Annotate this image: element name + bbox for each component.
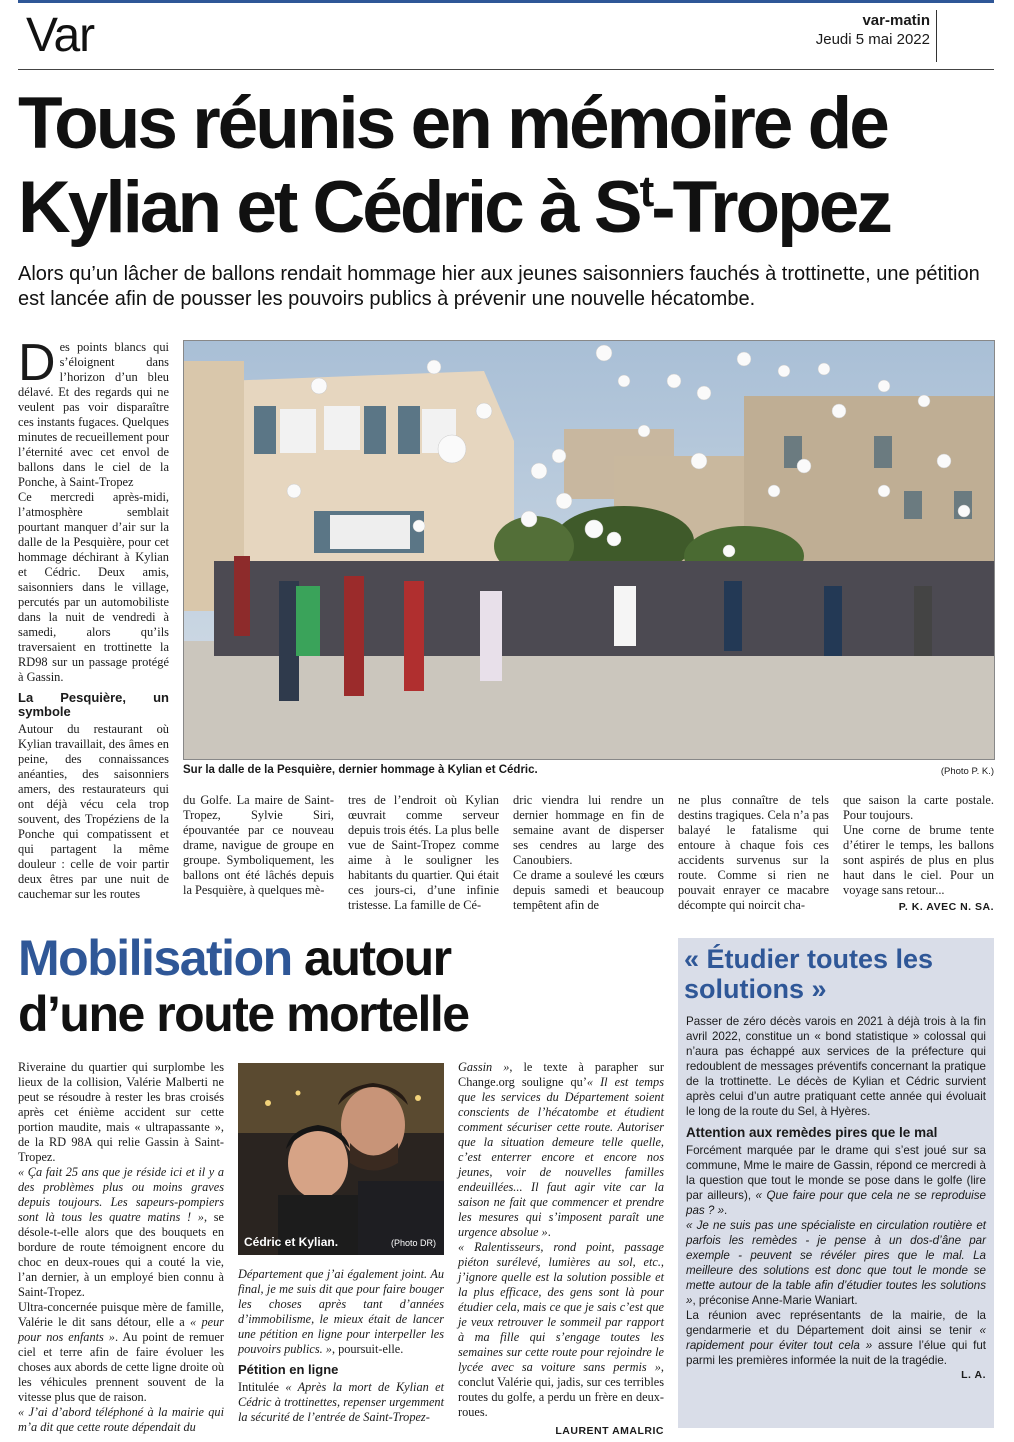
photo-caption: Sur la dalle de la Pesquière, dernier hommage à Kylian et Cédric. (183, 764, 538, 776)
main-headline: Tous réunis en mémoire de Kylian et Cédric à $S^t$-Tropez (18, 83, 890, 248)
article1-subhead: La Pesquière, un symbole (18, 690, 169, 719)
article2-column-2: Département que j’ai également joint. Au final, je me suis dit que pour faire bouger les choses après tant d’années d’immobilisme, le mieux était de lancer une pétition en ligne pour interpeller les pouvoirs publics. », poursuit-elle. Pétition en ligne Intitulée « Après la mort de Kylian et Cédric à trottinettes, repenser urgemment la sécurité de l’entrée de Saint-Tropez- (238, 1267, 444, 1424)
article1-column-4: dric viendra lui rendre un dernier hommage en fin de semaine avant de disperser ses cendres au large des Canoubiers. Ce drame a soulevé les cœurs depuis samedi et beaucoup tempêtent afin de (513, 793, 664, 912)
masthead (816, 12, 930, 48)
top-accent-line (18, 0, 994, 3)
header-rule (18, 69, 994, 70)
standfirst: Alors qu’un lâcher de ballons rendait hommage hier aux jeunes saisonniers fauchés à trottinette, une pétition est lancée afin de pousser les pouvoirs publics à prévenir une nouvelle hécatombe. (18, 263, 980, 310)
article1-column-6: que saison la carte postale. Pour toujours. Une corne de brume tente d’étirer le temps, les ballons sont aspirés de plus en plus haut dans le ciel. Pour un voyage sans retour... P. K. AVEC N. SA. (843, 793, 994, 913)
ballon-release-photo (183, 340, 995, 760)
sidebar-title: « Étudier toutes les solutions » (684, 944, 934, 1004)
article2-signature: LAURENT AMALRIC (555, 1425, 664, 1437)
dropcap: D (18, 334, 56, 392)
sidebar-subhead: Attention aux remèdes pires que le mal (686, 1125, 938, 1140)
article2-column-1: Riveraine du quartier qui surplombe les lieux de la collision, Valérie Malberti ne peut se résoudre à rester les bras croisés après cet énième accident sur cette portion maudite, mais « ultrapassante », de la RD 98A qui relie Gassin à Saint-Tropez. « Ça fait 25 ans que je réside ici et il y a des problèmes plus ou moins graves depuis toujours. Les sapeurs-pompiers sont là tous les quatre matins ! », se désole-t-elle alors que des bouquets en bordure de route témoignent encore du choc en deux-roues qui a couté la vie, l’an dernier, à un employé bien connu à Saint-Tropez. Ultra-concernée puisque mère de famille, Valérie le dit sans détour, elle a « peur pour nos enfants ». Au point de remuer ciel et terre afin de faire évoluer les choses aux abords de cette ligne droite où les véhicules prennent souvent de la vitesse plus que de raison. « J’ai d’abord téléphoné à la mairie qui m’a dit que cette route dépendait du (18, 1060, 225, 1434)
section-title: Var (26, 9, 95, 62)
article1-column-1: Des points blancs qui s’éloignent dans l’horizon d’un bleu délavé. Et des regards qui ne veulent pas voir disparaître ces instants fugaces. Quelques minutes de recueillement pour l’éternité avec cet envol de ballons dans le ciel de la Ponche, à Saint-Tropez Ce mercredi après-midi, l’atmosphère semblait pourtant manquer d’air sur la dalle de la Pesquière, pour cet hommage déchirant à Kylian et Cédric. Deux amis, saisonniers dans le village, percutés par un automobiliste dans la nuit de vendredi à samedi, alors qu’ils traversaient en trottinette la RD98 sur un passage protégé à Gassin. La Pesquière, un symbole Autour du restaurant où Kylian travaillait, des âmes en peine, des connaissances anéanties, des saisonniers amers, des restaurateurs qui ont déjà vécu cela trop souvent, des Tropéziens de la Ponche qui compatissent et qui partagent la même douleur : celle de voir partir deux êtres par une nuit de cauchemar sur les routes (18, 334, 169, 901)
article1-column-3: tres de l’endroit où Kylian œuvrait comme serveur depuis trois étés. La plus belle vue de Saint-Tropez comme aime à le souligner les habitants du quartier. Qui était ces jours-ci, d’une infinie tristesse. La famille de Cé- (348, 793, 499, 912)
sidebar-body: Passer de zéro décès varois en 2021 à déjà trois à la fin avril 2022, constitue un « bond statistique » colossal qui n’aura pas échappé aux services de la préfecture qui redoublent de messages préventifs concernant la pratique de la trottinette. Le décès de Kylian et Cédric survient après celui d’un autre pratiquant cette année qui évoluait le long de la route du Sel, à Hyères. Attention aux remèdes pires que le mal Forcément marquée par le drame qui s’est joué sur sa commune, Mme le maire de Gassin, répond ce mercredi à la question que tout le monde se pose dans le golfe (lire par ailleurs), « Que faire pour que cela ne se reproduise pas ? ». « Je ne suis pas une spécialiste en circulation routière et parfois les remèdes - je pense à un dos-d’âne par exemple - peuvent se révéler pires que le mal. La meilleure des solutions est donc que tout le monde se mette autour de la table afin d’étudier toutes les solutions », préconise Anne-Marie Waniart. La réunion avec représentants de la mairie, de la gendarmerie et du Département doit ainsi se tenir « rapidement pour éviter tout cela » assure l’élue qui fut parmi les premières informée la nuit de la tragédie. L. A. (686, 1015, 986, 1381)
photo-credit-2: (Photo DR) (390, 1238, 436, 1248)
article1-column-5: ne plus connaître de tels destins tragiques. Cela n’a pas balayé le fatalisme qui entoure à chaque fois ces accidents survenus sur la route. Comme si rien ne pouvait enrayer ce macabre décompte qui noircit cha- (678, 793, 829, 912)
article2-subhead: Pétition en ligne (238, 1362, 339, 1377)
article1-column-2: du Golfe. La maire de Saint-Tropez, Sylvie Siri, épouvantée par ce nouveau drame, navigue de groupe en groupe. Symboliquement, les ballons ont été lâchés depuis la Pesquière, à quelques mè- (183, 793, 334, 897)
sidebar-box (678, 938, 994, 1428)
victims-photo (238, 1063, 444, 1255)
portrait-photo-illustration (238, 1063, 444, 1255)
article1-signature: P. K. AVEC N. SA. (898, 901, 994, 913)
photo-caption-2: Cédric et Kylian. (244, 1235, 339, 1249)
masthead-divider (936, 10, 937, 62)
sidebar-signature: L. A. (961, 1369, 986, 1381)
article2-headline: Mobilisation autour d’une route mortelle (18, 930, 469, 1042)
photo-credit: (Photo P. K.) (940, 766, 994, 777)
publication-date: Jeudi 5 mai 2022 (815, 31, 930, 48)
crowd-photo-illustration (184, 341, 995, 760)
article2-column-3: Gassin », le texte à parapher sur Change.org souligne qu’« Il est temps que les services du Département soient conscients de l’hécatombe et étudient comment sécuriser cette route. Autoriser que la situation demeure telle quelle, c’est enterrer encore et encore nos jeunes, voir de nouvelles familles endeuillées... Il faut agir vite car la saison ne fait que commencer et prendre les mesures qui s’imposent paraît une urgence absolue ». « Ralentisseurs, rond point, passage piéton surélevé, lumières au sol, etc., j’ignore quelle est la solution possible et la plus efficace, des gens sont là pour étudier cela, mais ce que je sais c’est que je veux retrouver le sommeil par rapport à ma fille qui s’engage toutes les semaines sur cette route pour rejoindre le lycée avec sa voiture sans permis », conclut Valérie qui, jadis, sur ces terribles routes du golfe, a perdu un frère en deux-roues. LAURENT AMALRIC (458, 1060, 664, 1437)
newspaper-name: var-matin (862, 12, 930, 29)
